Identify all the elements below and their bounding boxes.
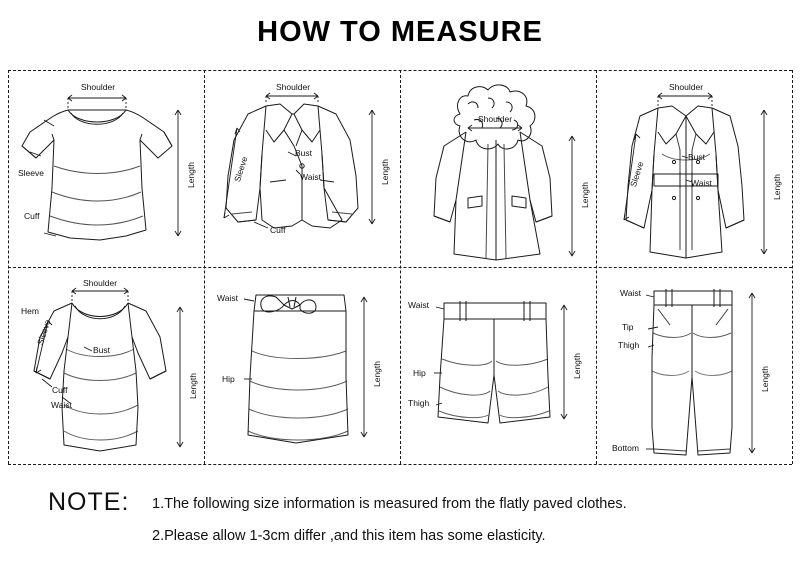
label-cuff: Cuff — [52, 385, 68, 395]
label-length: Length — [572, 353, 582, 379]
label-length: Length — [380, 159, 390, 185]
label-tip: Tip — [622, 322, 634, 332]
label-cuff: Cuff — [24, 211, 40, 221]
page-title: HOW TO MEASURE — [257, 16, 543, 48]
grid-line-right — [792, 70, 793, 464]
label-waist: Waist — [620, 288, 641, 298]
note-line-2: 2.Please allow 1-3cm differ ,and this item has some elasticity. — [152, 528, 546, 544]
cell-blazer — [204, 70, 400, 267]
label-shoulder: Shoulder — [81, 82, 116, 92]
cell-trench-coat — [596, 70, 792, 267]
cell-dress — [8, 267, 204, 464]
label-waist: Waist — [217, 293, 238, 303]
note-line-1: 1.The following size information is measured from the flatly paved clothes. — [152, 496, 627, 512]
label-waist: Waist — [691, 178, 712, 188]
label-bust: Bust — [93, 345, 111, 355]
label-hip: Hip — [222, 374, 235, 384]
grid-line-bottom — [8, 464, 792, 465]
label-length: Length — [580, 182, 590, 208]
label-sleeve: Sleeve — [628, 160, 646, 189]
note-section — [0, 476, 800, 586]
label-bust: Bust — [295, 148, 313, 158]
label-bust: Bust — [688, 152, 706, 162]
label-length: Length — [772, 174, 782, 200]
cell-shorts — [400, 267, 596, 464]
label-shoulder: Shoulder — [669, 82, 704, 92]
blazer-illustration — [204, 70, 400, 267]
label-length: Length — [760, 366, 770, 392]
label-thigh: Thigh — [408, 398, 430, 408]
label-cuff: Cuff — [270, 225, 286, 235]
cell-skirt — [204, 267, 400, 464]
label-hem: Hem — [21, 306, 39, 316]
label-shoulder: Shoulder — [276, 82, 311, 92]
label-sleeve: Sleeve — [232, 155, 250, 184]
dress-illustration — [8, 267, 204, 464]
shorts-illustration — [400, 267, 596, 464]
label-waist: Waist — [408, 300, 429, 310]
label-bottom: Bottom — [612, 443, 639, 453]
label-shoulder: Shoulder — [478, 114, 513, 124]
label-sleeve: Sleeve — [35, 318, 53, 347]
label-hip: Hip — [413, 368, 426, 378]
cell-t-shirt — [8, 70, 204, 316]
label-waist: Waist — [300, 172, 321, 182]
label-length: Length — [372, 361, 382, 387]
label-sleeve: Sleeve — [18, 168, 44, 178]
cell-pants — [596, 267, 792, 464]
label-length: Length — [188, 373, 198, 399]
label-shoulder: Shoulder — [83, 278, 118, 288]
fur-coat-illustration — [400, 70, 596, 267]
label-thigh: Thigh — [618, 340, 640, 350]
label-length: Length — [186, 162, 196, 188]
cell-fur-coat — [400, 70, 596, 267]
trench-coat-illustration — [596, 70, 792, 267]
label-waist: Waist — [51, 400, 72, 410]
note-label: NOTE: — [48, 488, 130, 516]
measurement-grid — [8, 70, 792, 464]
